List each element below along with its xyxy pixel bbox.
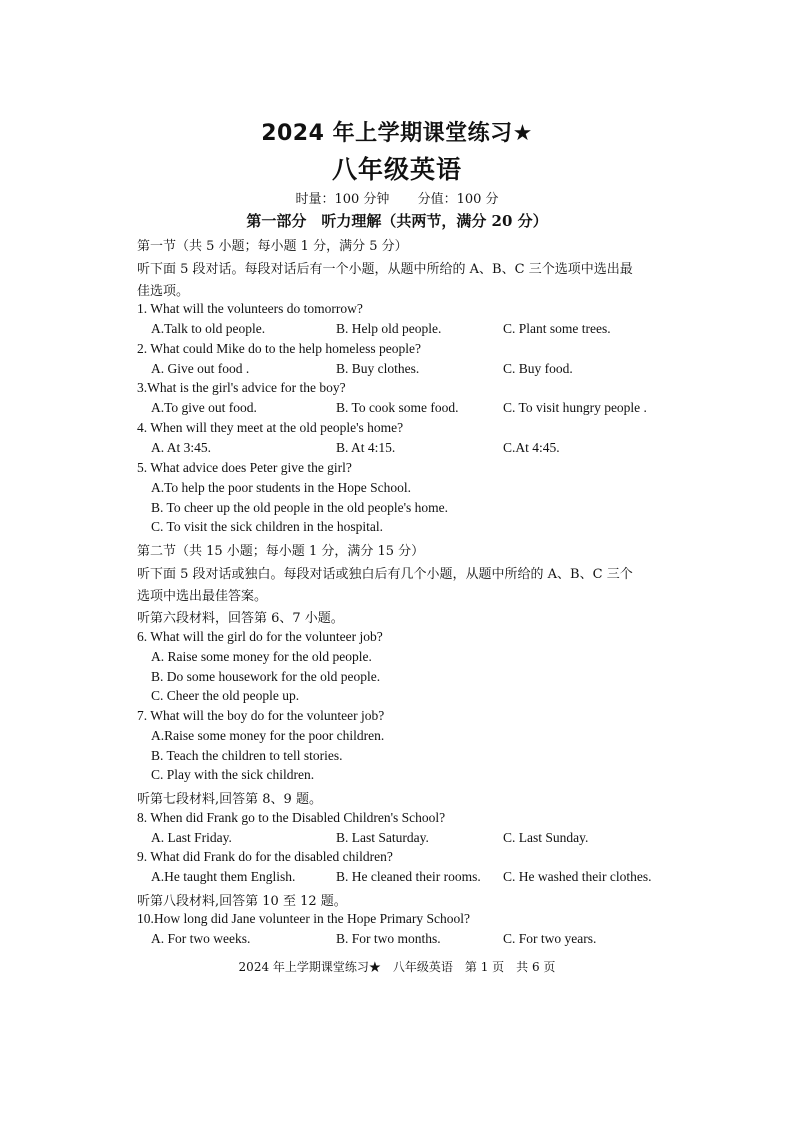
question-stem: 10.How long did Jane volunteer in the Hope Primary School? bbox=[137, 911, 470, 926]
exam-meta bbox=[0, 188, 794, 207]
section1-instruction: 听下面 5 段对话。每段对话后有一个小题，从题中所给的 A、B、C 三个选项中选出最 bbox=[137, 262, 633, 277]
section2-heading: 第二节（共 15 小题；每小题 1 分，满分 15 分） bbox=[137, 544, 425, 559]
question-stem: 5. What advice does Peter give the girl? bbox=[137, 460, 352, 475]
listening-note: 听第六段材料，回答第 6、7 小题。 bbox=[137, 611, 344, 626]
option-c: C. Last Sunday. bbox=[503, 830, 589, 845]
section2-instruction-cont: 选项中选出最佳答案。 bbox=[137, 589, 268, 604]
option-b: B. Teach the children to tell stories. bbox=[151, 748, 343, 763]
option-c: C. Buy food. bbox=[503, 361, 573, 376]
option-c: C. To visit the sick children in the hospital. bbox=[151, 519, 384, 534]
option-b: B. To cheer up the old people in the old people's home. bbox=[151, 500, 449, 515]
option-c: C. Plant some trees. bbox=[503, 321, 611, 336]
part-heading: 第一部分 听力理解（共两节，满分 20 分） bbox=[246, 212, 548, 230]
option-c: C. To visit hungry people . bbox=[503, 400, 647, 415]
option-c: C. Cheer the old people up. bbox=[151, 688, 300, 703]
option-b: B. Last Saturday. bbox=[336, 830, 429, 845]
question-stem: 6. What will the girl do for the volunteer job? bbox=[137, 629, 383, 644]
option-b: B. To cook some food. bbox=[336, 400, 459, 415]
question-stem: 9. What did Frank do for the disabled children? bbox=[137, 849, 393, 864]
question-stem: 7. What will the boy do for the volunteer job? bbox=[137, 708, 385, 723]
question-stem: 1. What will the volunteers do tomorrow? bbox=[137, 301, 363, 316]
exam-subtitle: 八年级英语 bbox=[331, 155, 462, 184]
question-stem: 2. What could Mike do to the help homeless people? bbox=[137, 341, 421, 356]
option-c: C. For two years. bbox=[503, 931, 597, 946]
option-a: A. Raise some money for the old people. bbox=[151, 649, 372, 664]
question-stem: 8. When did Frank go to the Disabled Children's School? bbox=[137, 810, 446, 825]
option-c: C. He washed their clothes. bbox=[503, 869, 652, 884]
option-a: A.Raise some money for the poor children. bbox=[151, 728, 385, 743]
option-a: A. At 3:45. bbox=[151, 440, 212, 455]
exam-title: 2024 年上学期课堂练习★ bbox=[261, 121, 533, 146]
page-footer: 2024 年上学期课堂练习★ 八年级英语 第 1 页 共 6 页 bbox=[238, 960, 556, 974]
question-stem: 4. When will they meet at the old people's home? bbox=[137, 420, 404, 435]
option-a: A.To help the poor students in the Hope School. bbox=[151, 480, 412, 495]
option-a: A. Last Friday. bbox=[151, 830, 232, 845]
option-a: A.Talk to old people. bbox=[151, 321, 266, 336]
listening-note: 听第八段材料,回答第 10 至 12 题。 bbox=[137, 894, 347, 909]
option-b: B. He cleaned their rooms. bbox=[336, 869, 481, 884]
option-b: B. Help old people. bbox=[336, 321, 442, 336]
option-a: A. For two weeks. bbox=[151, 931, 251, 946]
option-a: A.He taught them English. bbox=[151, 869, 296, 884]
option-b: B. Do some housework for the old people. bbox=[151, 669, 381, 684]
section2-instruction: 听下面 5 段对话或独白。每段对话或独白后有几个小题，从题中所给的 A、B、C 三个 bbox=[137, 567, 633, 582]
section1-heading: 第一节（共 5 小题；每小题 1 分，满分 5 分） bbox=[137, 239, 408, 254]
option-a: A. Give out food . bbox=[151, 361, 250, 376]
option-c: C.At 4:45. bbox=[503, 440, 560, 455]
option-b: B. At 4:15. bbox=[336, 440, 396, 455]
listening-note: 听第七段材料,回答第 8、9 题。 bbox=[137, 792, 322, 807]
option-c: C. Play with the sick children. bbox=[151, 767, 315, 782]
total-score: 分值：100 分 bbox=[417, 192, 499, 207]
option-b: B. For two months. bbox=[336, 931, 441, 946]
option-b: B. Buy clothes. bbox=[336, 361, 420, 376]
time-limit: 时量：100 分钟 bbox=[295, 192, 390, 207]
question-stem: 3.What is the girl's advice for the boy? bbox=[137, 380, 346, 395]
option-a: A.To give out food. bbox=[151, 400, 257, 415]
section1-instruction-cont: 佳选项。 bbox=[137, 284, 190, 299]
